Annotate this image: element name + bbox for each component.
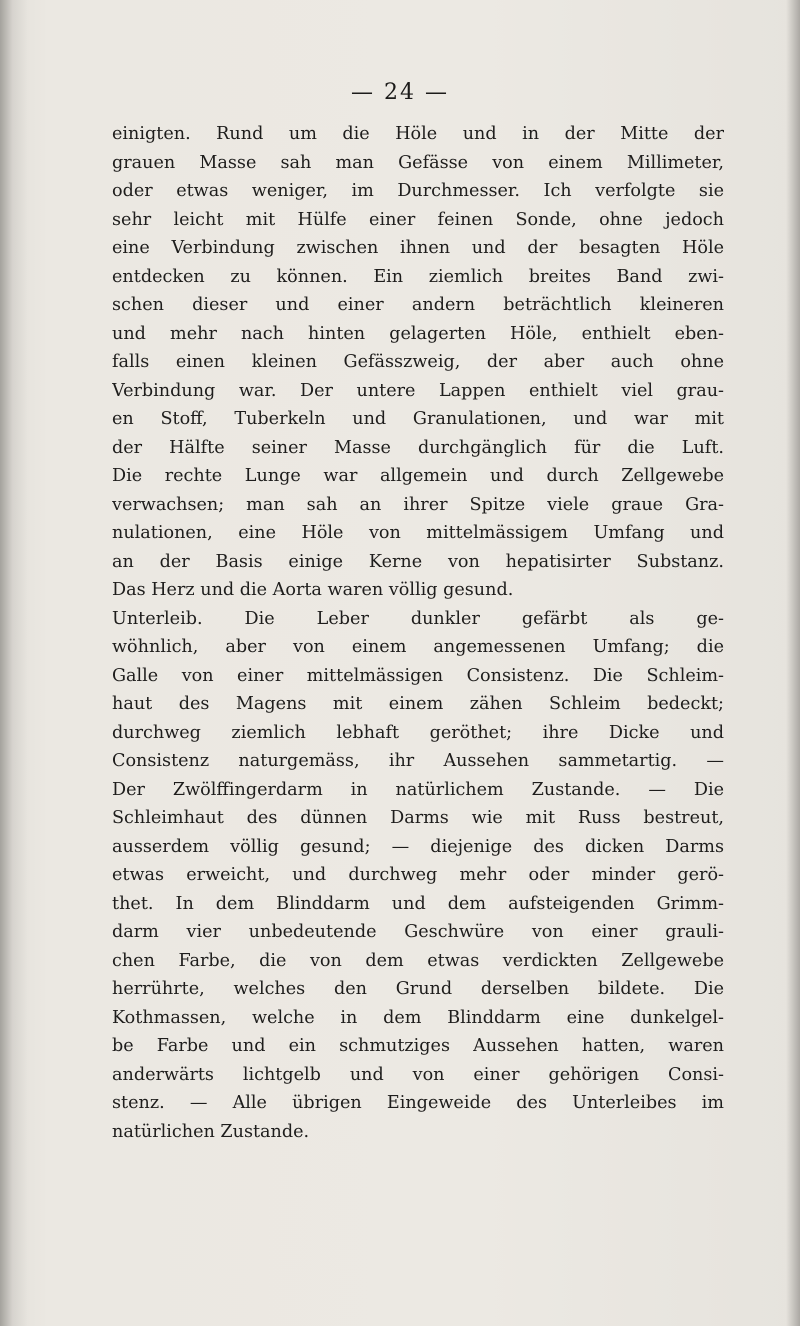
section-heading-line: Unterleib. Die Leber dunkler gefärbt als ge- bbox=[112, 608, 724, 629]
text-line: einigten. Rund um die Höle und in der Mitte der bbox=[112, 124, 724, 144]
text-line: Das Herz und die Aorta waren völlig gesund. bbox=[112, 580, 514, 600]
text-line: chen Farbe, die von dem etwas verdickten Zellgewebe bbox=[112, 950, 724, 971]
page-number: — 24 — bbox=[351, 80, 449, 105]
text-line: Die rechte Lunge war allgemein und durch Zellgewebe bbox=[112, 466, 724, 486]
text-line: darm vier unbedeutende Geschwüre von einer grauli- bbox=[112, 922, 724, 942]
text-line: Verbindung war. Der untere Lappen enthielt viel grau- bbox=[112, 380, 724, 401]
text-line: stenz. — Alle übrigen Eingeweide des Unterleibes im bbox=[112, 1093, 724, 1113]
text-line: haut des Magens mit einem zähen Schleim bedeckt; bbox=[112, 694, 724, 714]
spine-shadow bbox=[0, 0, 28, 1326]
text-line: der Hälfte seiner Masse durchgänglich für die Luft. bbox=[112, 437, 724, 458]
text-line: verwachsen; man sah an ihrer Spitze viele graue Gra- bbox=[112, 494, 724, 515]
text-line: Consistenz naturgemäss, ihr Aussehen sammetartig. — bbox=[112, 751, 724, 771]
text-line: Der Zwölffingerdarm in natürlichem Zustande. — Die bbox=[112, 779, 724, 800]
page-edge-shadow bbox=[786, 0, 800, 1326]
text-line: en Stoff, Tuberkeln und Granulationen, und war mit bbox=[112, 409, 724, 429]
text-line: Schleimhaut des dünnen Darms wie mit Russ bestreut, bbox=[112, 808, 724, 828]
text-line: schen dieser und einer andern beträchtlich kleineren bbox=[112, 295, 724, 315]
text-line: Galle von einer mittelmässigen Consistenz. Die Schleim- bbox=[112, 665, 724, 686]
text-line: entdecken zu können. Ein ziemlich breites Band zwi- bbox=[112, 266, 724, 287]
text-line: an der Basis einige Kerne von hepatisirter Substanz. bbox=[112, 551, 724, 572]
text-line: ausserdem völlig gesund; — diejenige des dicken Darms bbox=[112, 836, 724, 857]
text-line: thet. In dem Blinddarm und dem aufsteigenden Grimm- bbox=[112, 893, 724, 914]
text-line: grauen Masse sah man Gefässe von einem Millimeter, bbox=[112, 152, 724, 173]
text-line: etwas erweicht, und durchweg mehr oder minder gerö- bbox=[112, 865, 724, 885]
text-line: anderwärts lichtgelb und von einer gehörigen Consi- bbox=[112, 1064, 724, 1085]
text-line: natürlichen Zustande. bbox=[112, 1121, 310, 1142]
text-line: falls einen kleinen Gefässzweig, der aber auch ohne bbox=[112, 352, 724, 372]
text-line: sehr leicht mit Hülfe einer feinen Sonde, ohne jedoch bbox=[112, 209, 724, 230]
text-line: herrührte, welches den Grund derselben bildete. Die bbox=[112, 979, 724, 999]
text-line: durchweg ziemlich lebhaft geröthet; ihre Dicke und bbox=[112, 722, 724, 743]
text-line: eine Verbindung zwischen ihnen und der besagten Höle bbox=[112, 238, 724, 258]
text-line: und mehr nach hinten gelagerten Höle, enthielt eben- bbox=[112, 323, 724, 344]
text-line: oder etwas weniger, im Durchmesser. Ich verfolgte sie bbox=[112, 181, 724, 201]
text-line: be Farbe und ein schmutziges Aussehen hatten, waren bbox=[112, 1036, 724, 1056]
text-line: Kothmassen, welche in dem Blinddarm eine dunkelgel- bbox=[112, 1007, 724, 1028]
text-line: nulationen, eine Höle von mittelmässigem Umfang und bbox=[112, 523, 724, 543]
body-text bbox=[112, 120, 724, 1146]
text-line: wöhnlich, aber von einem angemessenen Umfang; die bbox=[112, 637, 724, 657]
